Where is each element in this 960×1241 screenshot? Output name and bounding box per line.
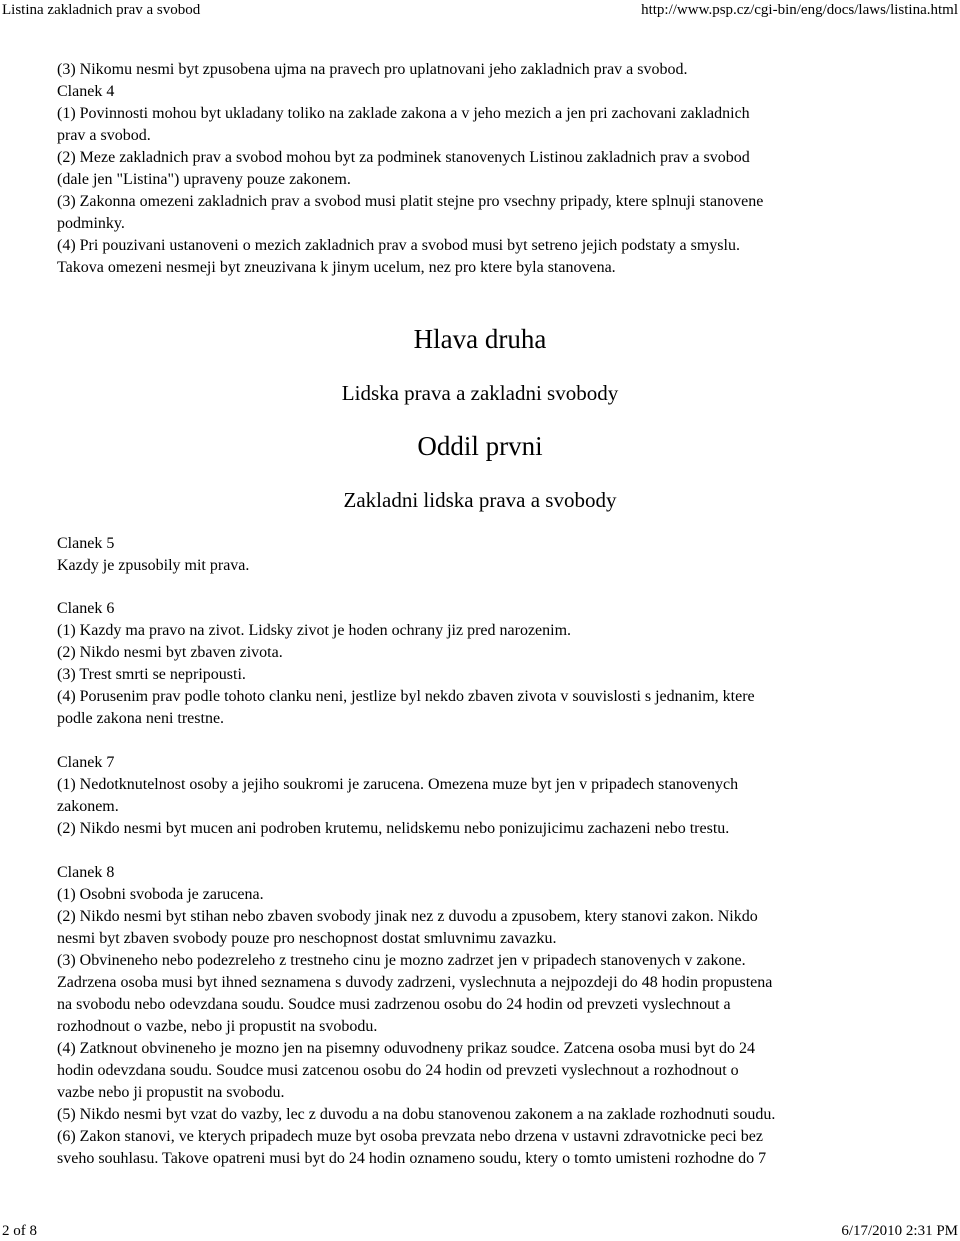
paragraph-spacer — [57, 730, 907, 752]
text-line: podle zakona neni trestne. — [57, 710, 225, 727]
heading-oddil-subtitle: Zakladni lidska prava a svobody — [343, 488, 617, 512]
text-line: (5) Nikdo nesmi byt vzat do vazby, lec z duvodu a na dobu stanovenou zakonem a na zaklade rozhodnuti soudu. — [57, 1106, 776, 1123]
text-line: podminky. — [57, 215, 125, 232]
text-line: na svobodu nebo odevzdana soudu. Soudce musi zadrzenou osobu do 24 hodin od prevzeti vyslechnout a — [57, 996, 731, 1013]
page-footer — [0, 1221, 960, 1241]
text-line: (2) Nikdo nesmi byt zbaven zivota. — [57, 644, 283, 661]
heading-hlava-subtitle: Lidska prava a zakladni svobody — [341, 381, 619, 405]
footer-page-number: 2 of 8 — [2, 1223, 37, 1239]
text-line: nesmi byt zbaven svobody pouze pro neschopnost dostat smluvnimu zavazku. — [57, 930, 557, 947]
article-heading: Clanek 7 — [57, 754, 115, 771]
heading-oddil: Oddil prvni — [417, 431, 543, 461]
article-heading: Clanek 4 — [57, 83, 115, 100]
text-line: (3) Obvineneho nebo podezreleho z trestneho cinu je mozno zadrzet jen v pripadech stanovenych v zakone. — [57, 952, 746, 969]
text-line: (1) Nedotknutelnost osoby a jejiho soukromi je zarucena. Omezena muze byt jen v pripadech stanovenych — [57, 776, 739, 793]
block-clanek-6-8 — [57, 598, 907, 1170]
text-line: Takova omezeni nesmeji byt zneuzivana k jinym ucelum, nez pro ktere byla stanovena. — [57, 259, 616, 276]
text-line: (4) Pri pouzivani ustanoveni o mezich zakladnich prav a svobod musi byt setreno jejich podstaty a smyslu. — [57, 237, 740, 254]
block-clanek-3-4 — [57, 59, 907, 279]
text-line: (3) Trest smrti se nepripousti. — [57, 666, 246, 683]
text-line: (1) Povinnosti mohou byt ukladany toliko na zaklade zakona a v jeho mezich a jen pri zachovani zakladnich — [57, 105, 750, 122]
header-url: http://www.psp.cz/cgi-bin/eng/docs/laws/listina.html — [641, 2, 958, 18]
text-line: hodin odevzdana soudu. Soudce musi zatcenou osobu do 24 hodin od prevzeti vyslechnout a rozhodnout o — [57, 1062, 739, 1079]
text-line: (6) Zakon stanovi, ve kterych pripadech muze byt osoba prevzata nebo drzena v ustavni zdravotnicke peci bez — [57, 1128, 763, 1145]
text-line: (1) Kazdy ma pravo na zivot. Lidsky zivot je hoden ochrany jiz pred narozenim. — [57, 622, 572, 639]
header-document-title: Listina zakladnich prav a svobod — [2, 2, 201, 18]
text-line: prav a svobod. — [57, 127, 151, 144]
block-clanek-5 — [57, 533, 907, 577]
text-line: (4) Porusenim prav podle tohoto clanku neni, jestlize byl nekdo zbaven zivota v souvislosti s jednanim, ktere — [57, 688, 755, 705]
text-line: (1) Osobni svoboda je zarucena. — [57, 886, 264, 903]
footer-timestamp: 6/17/2010 2:31 PM — [841, 1223, 958, 1239]
text-line: sveho souhlasu. Takove opatreni musi byt do 24 hodin oznameno soudu, ktery o tomto umisteni rozhodne do 7 — [57, 1150, 767, 1167]
text-line: (2) Meze zakladnich prav a svobod mohou byt za podminek stanovenych Listinou zakladnich prav a svobod — [57, 149, 750, 166]
text-line: vazbe nebo ji propustit na svobodu. — [57, 1084, 285, 1101]
text-line: (2) Nikdo nesmi byt stihan nebo zbaven svobody jinak nez z duvodu a zpusobem, ktery stanovi zakon. Nikdo — [57, 908, 758, 925]
article-heading: Clanek 5 — [57, 535, 115, 552]
text-line: Zadrzena osoba musi byt ihned seznamena s duvody zadrzeni, vyslechnuta a nejpozdeji do 48 hodin propustena — [57, 974, 773, 991]
article-heading: Clanek 6 — [57, 600, 115, 617]
text-line: (3) Zakonna omezeni zakladnich prav a svobod musi platit stejne pro vsechny pripady, ktere splnuji stanovene — [57, 193, 764, 210]
text-line: (dale jen "Listina") upraveny pouze zakonem. — [57, 171, 351, 188]
text-line: rozhodnout o vazbe, nebo ji propustit na svobodu. — [57, 1018, 378, 1035]
text-line: (3) Nikomu nesmi byt zpusobena ujma na pravech pro uplatnovani jeho zakladnich prav a svobod. — [57, 61, 688, 78]
article-heading: Clanek 8 — [57, 864, 115, 881]
paragraph-spacer — [57, 840, 907, 862]
text-line: Kazdy je zpusobily mit prava. — [57, 557, 250, 574]
text-line: zakonem. — [57, 798, 119, 815]
page-header — [0, 0, 960, 20]
text-line: (2) Nikdo nesmi byt mucen ani podroben krutemu, nelidskemu nebo ponizujicimu zachazeni nebo trestu. — [57, 820, 730, 837]
heading-hlava: Hlava druha — [413, 324, 547, 354]
text-line: (4) Zatknout obvineneho je mozno jen na pisemny oduvodneny prikaz soudce. Zatcena osoba musi byt do 24 — [57, 1040, 756, 1057]
